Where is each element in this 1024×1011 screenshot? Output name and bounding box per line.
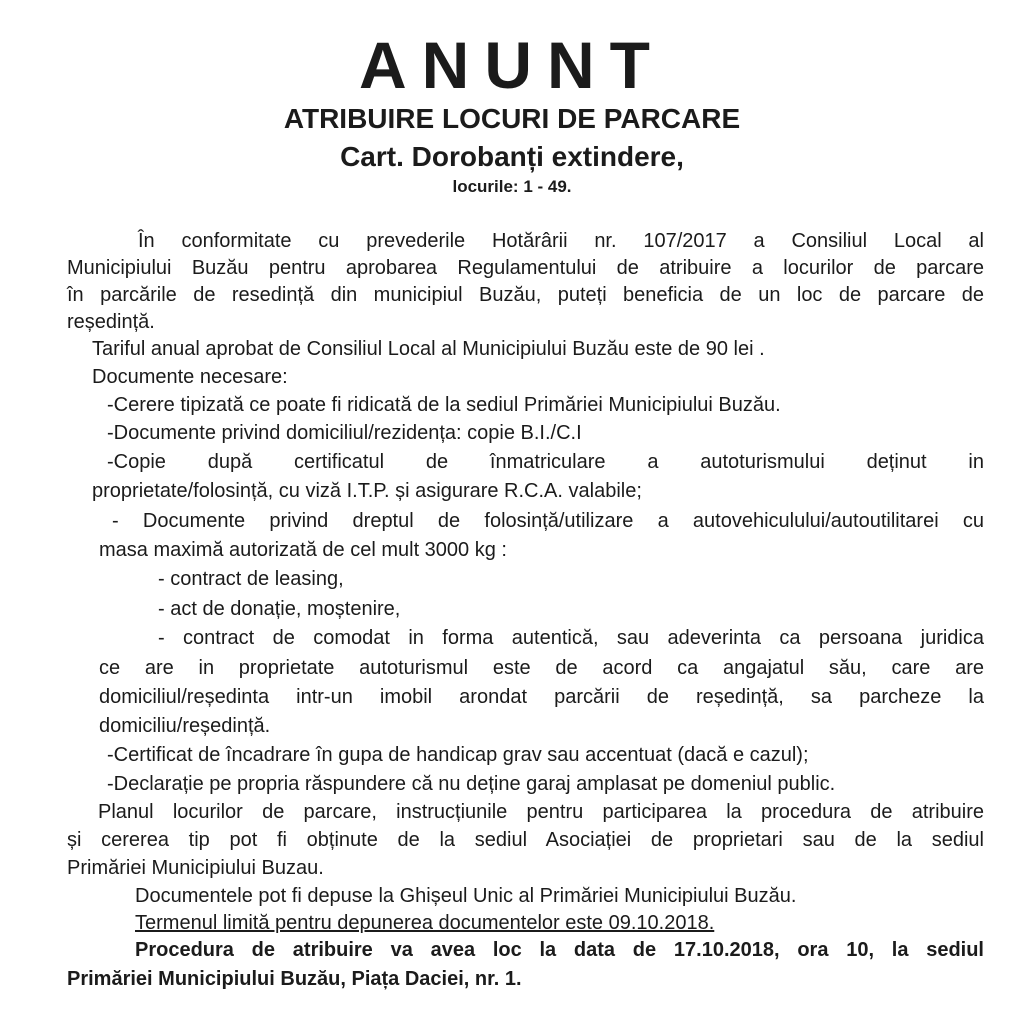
body-line-8: -Documente privind domiciliul/rezidența: copie B.I./C.I <box>107 422 582 444</box>
body-line-23: Primăriei Municipiului Buzau. <box>67 857 324 879</box>
body-line-21: Planul locurilor de parcare, instrucțiunile pentru participarea la procedura de atribuire <box>98 801 984 823</box>
announcement-title: ANUNT <box>359 28 665 102</box>
body-line-2: Municipiului Buzău pentru aprobarea Regulamentului de atribuire a locurilor de parcare <box>67 257 984 279</box>
announcement-location: Cart. Dorobanți extindere, <box>340 141 684 172</box>
body-line-20: -Declarație pe propria răspundere că nu deține garaj amplasat pe domeniul public. <box>107 773 836 795</box>
body-line-18: domiciliu/reședință. <box>99 715 271 737</box>
body-line-7: -Cerere tipizată ce poate fi ridicată de la sediul Primăriei Municipiului Buzău. <box>107 394 781 416</box>
deadline-line: Termenul limită pentru depunerea documentelor este 09.10.2018. <box>135 912 715 934</box>
body-line-11: - Documente privind dreptul de folosință/utilizare a autovehiculului/autoutilitarei cu <box>112 510 984 532</box>
body-line-19: -Certificat de încadrare în gupa de handicap grav sau accentuat (dacă e cazul); <box>107 744 809 766</box>
body-line-4: reședință. <box>67 311 155 333</box>
body-line-24: Documentele pot fi depuse la Ghișeul Unic al Primăriei Municipiului Buzău. <box>135 885 797 907</box>
body-line-6: Documente necesare: <box>92 366 288 388</box>
body-line-22: și cererea tip pot fi obținute de la sediul Asociației de proprietari sau de la sediul <box>67 829 984 851</box>
body-line-16: ce are in proprietate autoturismul este de acord ca angajatul său, care are <box>99 657 984 679</box>
procedure-line-1: Procedura de atribuire va avea loc la data de 17.10.2018, ora 10, la sediul <box>135 939 984 961</box>
body-line-1: În conformitate cu prevederile Hotărârii nr. 107/2017 a Consiliul Local al <box>138 230 984 252</box>
body-line-14: - act de donație, moștenire, <box>158 598 401 620</box>
body-line-15: - contract de comodat in forma autentică, sau adeverinta ca persoana juridica <box>158 627 984 649</box>
body-line-5: Tariful anual aprobat de Consiliul Local al Municipiului Buzău este de 90 lei . <box>92 338 765 360</box>
body-line-17: domiciliul/reședinta intr-un imobil arondat parcării de reședință, sa parcheze la <box>99 686 984 708</box>
announcement-places: locurile: 1 - 49. <box>452 177 572 196</box>
body-line-13: - contract de leasing, <box>158 568 344 590</box>
procedure-line-2: Primăriei Municipiului Buzău, Piața Daciei, nr. 1. <box>67 968 522 990</box>
body-line-9: -Copie după certificatul de înmatriculare a autoturismului deținut in <box>107 451 984 473</box>
body-line-12: masa maximă autorizată de cel mult 3000 kg : <box>99 539 507 561</box>
announcement-subtitle: ATRIBUIRE LOCURI DE PARCARE <box>283 103 741 134</box>
body-line-3: în parcările de resedință din municipiul Buzău, puteți beneficia de un loc de parcare de <box>67 284 984 306</box>
body-line-10: proprietate/folosință, cu viză I.T.P. și asigurare R.C.A. valabile; <box>92 480 642 502</box>
